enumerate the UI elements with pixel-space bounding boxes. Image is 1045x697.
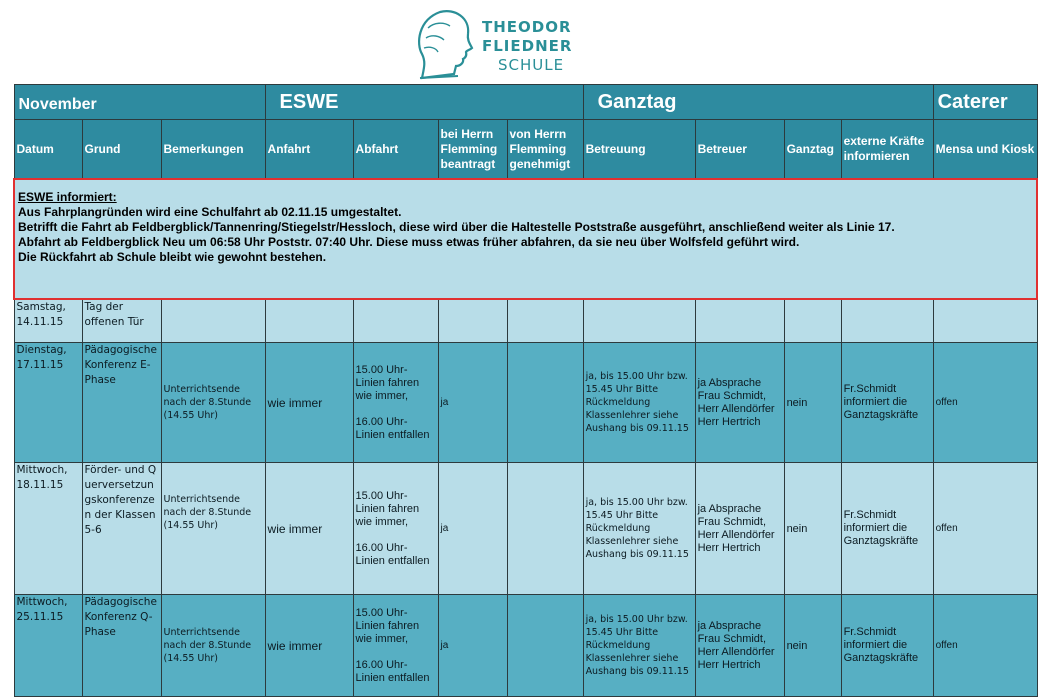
cell-ganztag xyxy=(784,299,841,343)
cell-beantragt: ja xyxy=(438,595,507,697)
cell-ganztag: nein xyxy=(784,343,841,463)
cell-genehmigt xyxy=(507,463,583,595)
head-profile-icon xyxy=(410,6,480,82)
cell-mensa: offen xyxy=(933,463,1037,595)
cell-abfahrt: 15.00 Uhr-Linien fahren wie immer, 16.00 Uhr-Linien entfallen xyxy=(353,463,438,595)
cell-bemerkungen: Unterrichtsende nach der 8.Stunde (14.55 Uhr) xyxy=(161,595,265,697)
col-datum: Datum xyxy=(14,120,82,180)
col-bemerkungen: Bemerkungen xyxy=(161,120,265,180)
group-month: November xyxy=(14,85,265,120)
notice-line: Die Rückfahrt ab Schule bleibt wie gewohnt bestehen. xyxy=(18,250,327,264)
cell-ganztag: nein xyxy=(784,595,841,697)
logo-text-line2: FLIEDNER xyxy=(482,37,573,55)
cell-anfahrt: wie immer xyxy=(265,463,353,595)
cell-betreuung: ja, bis 15.00 Uhr bzw. 15.45 Uhr Bitte Rückmeldung Klassenlehrer siehe Aushang bis 09.11.15 xyxy=(583,343,695,463)
group-caterer: Caterer xyxy=(933,85,1037,120)
cell-extern: Fr.Schmidt informiert die Ganztagskräfte xyxy=(841,343,933,463)
col-beantragt: bei Herrn Flemming beantragt xyxy=(438,120,507,180)
logo-text-line3: SCHULE xyxy=(498,56,565,74)
table-row xyxy=(14,343,1037,463)
cell-abfahrt: 15.00 Uhr-Linien fahren wie immer, 16.00 Uhr-Linien entfallen xyxy=(353,343,438,463)
cell-genehmigt xyxy=(507,343,583,463)
table-row xyxy=(14,595,1037,697)
cell-betreuer: ja Absprache Frau Schmidt, Herr Allendörfer Herr Hertrich xyxy=(695,343,784,463)
col-betreuung: Betreuung xyxy=(583,120,695,180)
logo-text-line1: THEODOR xyxy=(482,18,572,36)
col-abfahrt: Abfahrt xyxy=(353,120,438,180)
cell-mensa xyxy=(933,299,1037,343)
cell-bemerkungen: Unterrichtsende nach der 8.Stunde (14.55 Uhr) xyxy=(161,343,265,463)
cell-beantragt xyxy=(438,299,507,343)
col-ganztag: Ganztag xyxy=(784,120,841,180)
cell-extern xyxy=(841,299,933,343)
group-ganztag: Ganztag xyxy=(583,85,933,120)
school-logo xyxy=(410,6,580,82)
cell-mensa: offen xyxy=(933,343,1037,463)
cell-abfahrt: 15.00 Uhr-Linien fahren wie immer, 16.00 Uhr-Linien entfallen xyxy=(353,595,438,697)
cell-grund: Förder- und Querversetzungskonferenzen der Klassen 5-6 xyxy=(82,463,161,595)
cell-anfahrt: wie immer xyxy=(265,595,353,697)
cell-grund: Pädagogische Konferenz Q-Phase xyxy=(82,595,161,697)
cell-bemerkungen: Unterrichtsende nach der 8.Stunde (14.55 Uhr) xyxy=(161,463,265,595)
cell-ganztag: nein xyxy=(784,463,841,595)
cell-betreuer: ja Absprache Frau Schmidt, Herr Allendörfer Herr Hertrich xyxy=(695,595,784,697)
notice-line: Abfahrt ab Feldbergblick Neu um 06:58 Uhr Poststr. 07:40 Uhr. Diese muss etwas früher abfahren, da sie neu über Wolfsfeld geführt wird. xyxy=(18,235,800,249)
cell-extern: Fr.Schmidt informiert die Ganztagskräfte xyxy=(841,463,933,595)
group-header-row xyxy=(14,85,1037,120)
group-eswe: ESWE xyxy=(265,85,583,120)
cell-grund: Tag der offenen Tür xyxy=(82,299,161,343)
notice-line: Betrifft die Fahrt ab Feldbergblick/Tannenring/Stiegelstr/Hessloch, diese wird über die Haltestelle Poststraße ausgeführt, anschließend weiter als Linie 17. xyxy=(18,220,895,234)
col-genehmigt: von Herrn Flemming genehmigt xyxy=(507,120,583,180)
notice-heading: ESWE informiert: xyxy=(18,190,117,204)
cell-mensa: offen xyxy=(933,595,1037,697)
cell-betreuung xyxy=(583,299,695,343)
schedule-table xyxy=(13,84,1038,697)
cell-datum: Dienstag, 17.11.15 xyxy=(14,343,82,463)
column-header-row xyxy=(14,120,1037,180)
cell-bemerkungen xyxy=(161,299,265,343)
notice-box xyxy=(14,179,1037,299)
table-row xyxy=(14,299,1037,343)
cell-betreuung: ja, bis 15.00 Uhr bzw. 15.45 Uhr Bitte Rückmeldung Klassenlehrer siehe Aushang bis 09.11.15 xyxy=(583,595,695,697)
col-mensa: Mensa und Kiosk xyxy=(933,120,1037,180)
cell-extern: Fr.Schmidt informiert die Ganztagskräfte xyxy=(841,595,933,697)
cell-anfahrt xyxy=(265,299,353,343)
cell-datum: Mittwoch, 18.11.15 xyxy=(14,463,82,595)
cell-beantragt: ja xyxy=(438,343,507,463)
cell-betreuer xyxy=(695,299,784,343)
notice-row xyxy=(14,179,1037,299)
cell-betreuung: ja, bis 15.00 Uhr bzw. 15.45 Uhr Bitte Rückmeldung Klassenlehrer siehe Aushang bis 09.11.15 xyxy=(583,463,695,595)
cell-genehmigt xyxy=(507,595,583,697)
table-row xyxy=(14,463,1037,595)
col-anfahrt: Anfahrt xyxy=(265,120,353,180)
col-betreuer: Betreuer xyxy=(695,120,784,180)
cell-genehmigt xyxy=(507,299,583,343)
cell-betreuer: ja Absprache Frau Schmidt, Herr Allendörfer Herr Hertrich xyxy=(695,463,784,595)
notice-line: Aus Fahrplangründen wird eine Schulfahrt ab 02.11.15 umgestaltet. xyxy=(18,205,402,219)
cell-grund: Pädagogische Konferenz E-Phase xyxy=(82,343,161,463)
cell-anfahrt: wie immer xyxy=(265,343,353,463)
col-extern: externe Kräfte informieren xyxy=(841,120,933,180)
cell-abfahrt xyxy=(353,299,438,343)
cell-beantragt: ja xyxy=(438,463,507,595)
col-grund: Grund xyxy=(82,120,161,180)
cell-datum: Samstag, 14.11.15 xyxy=(14,299,82,343)
cell-datum: Mittwoch, 25.11.15 xyxy=(14,595,82,697)
